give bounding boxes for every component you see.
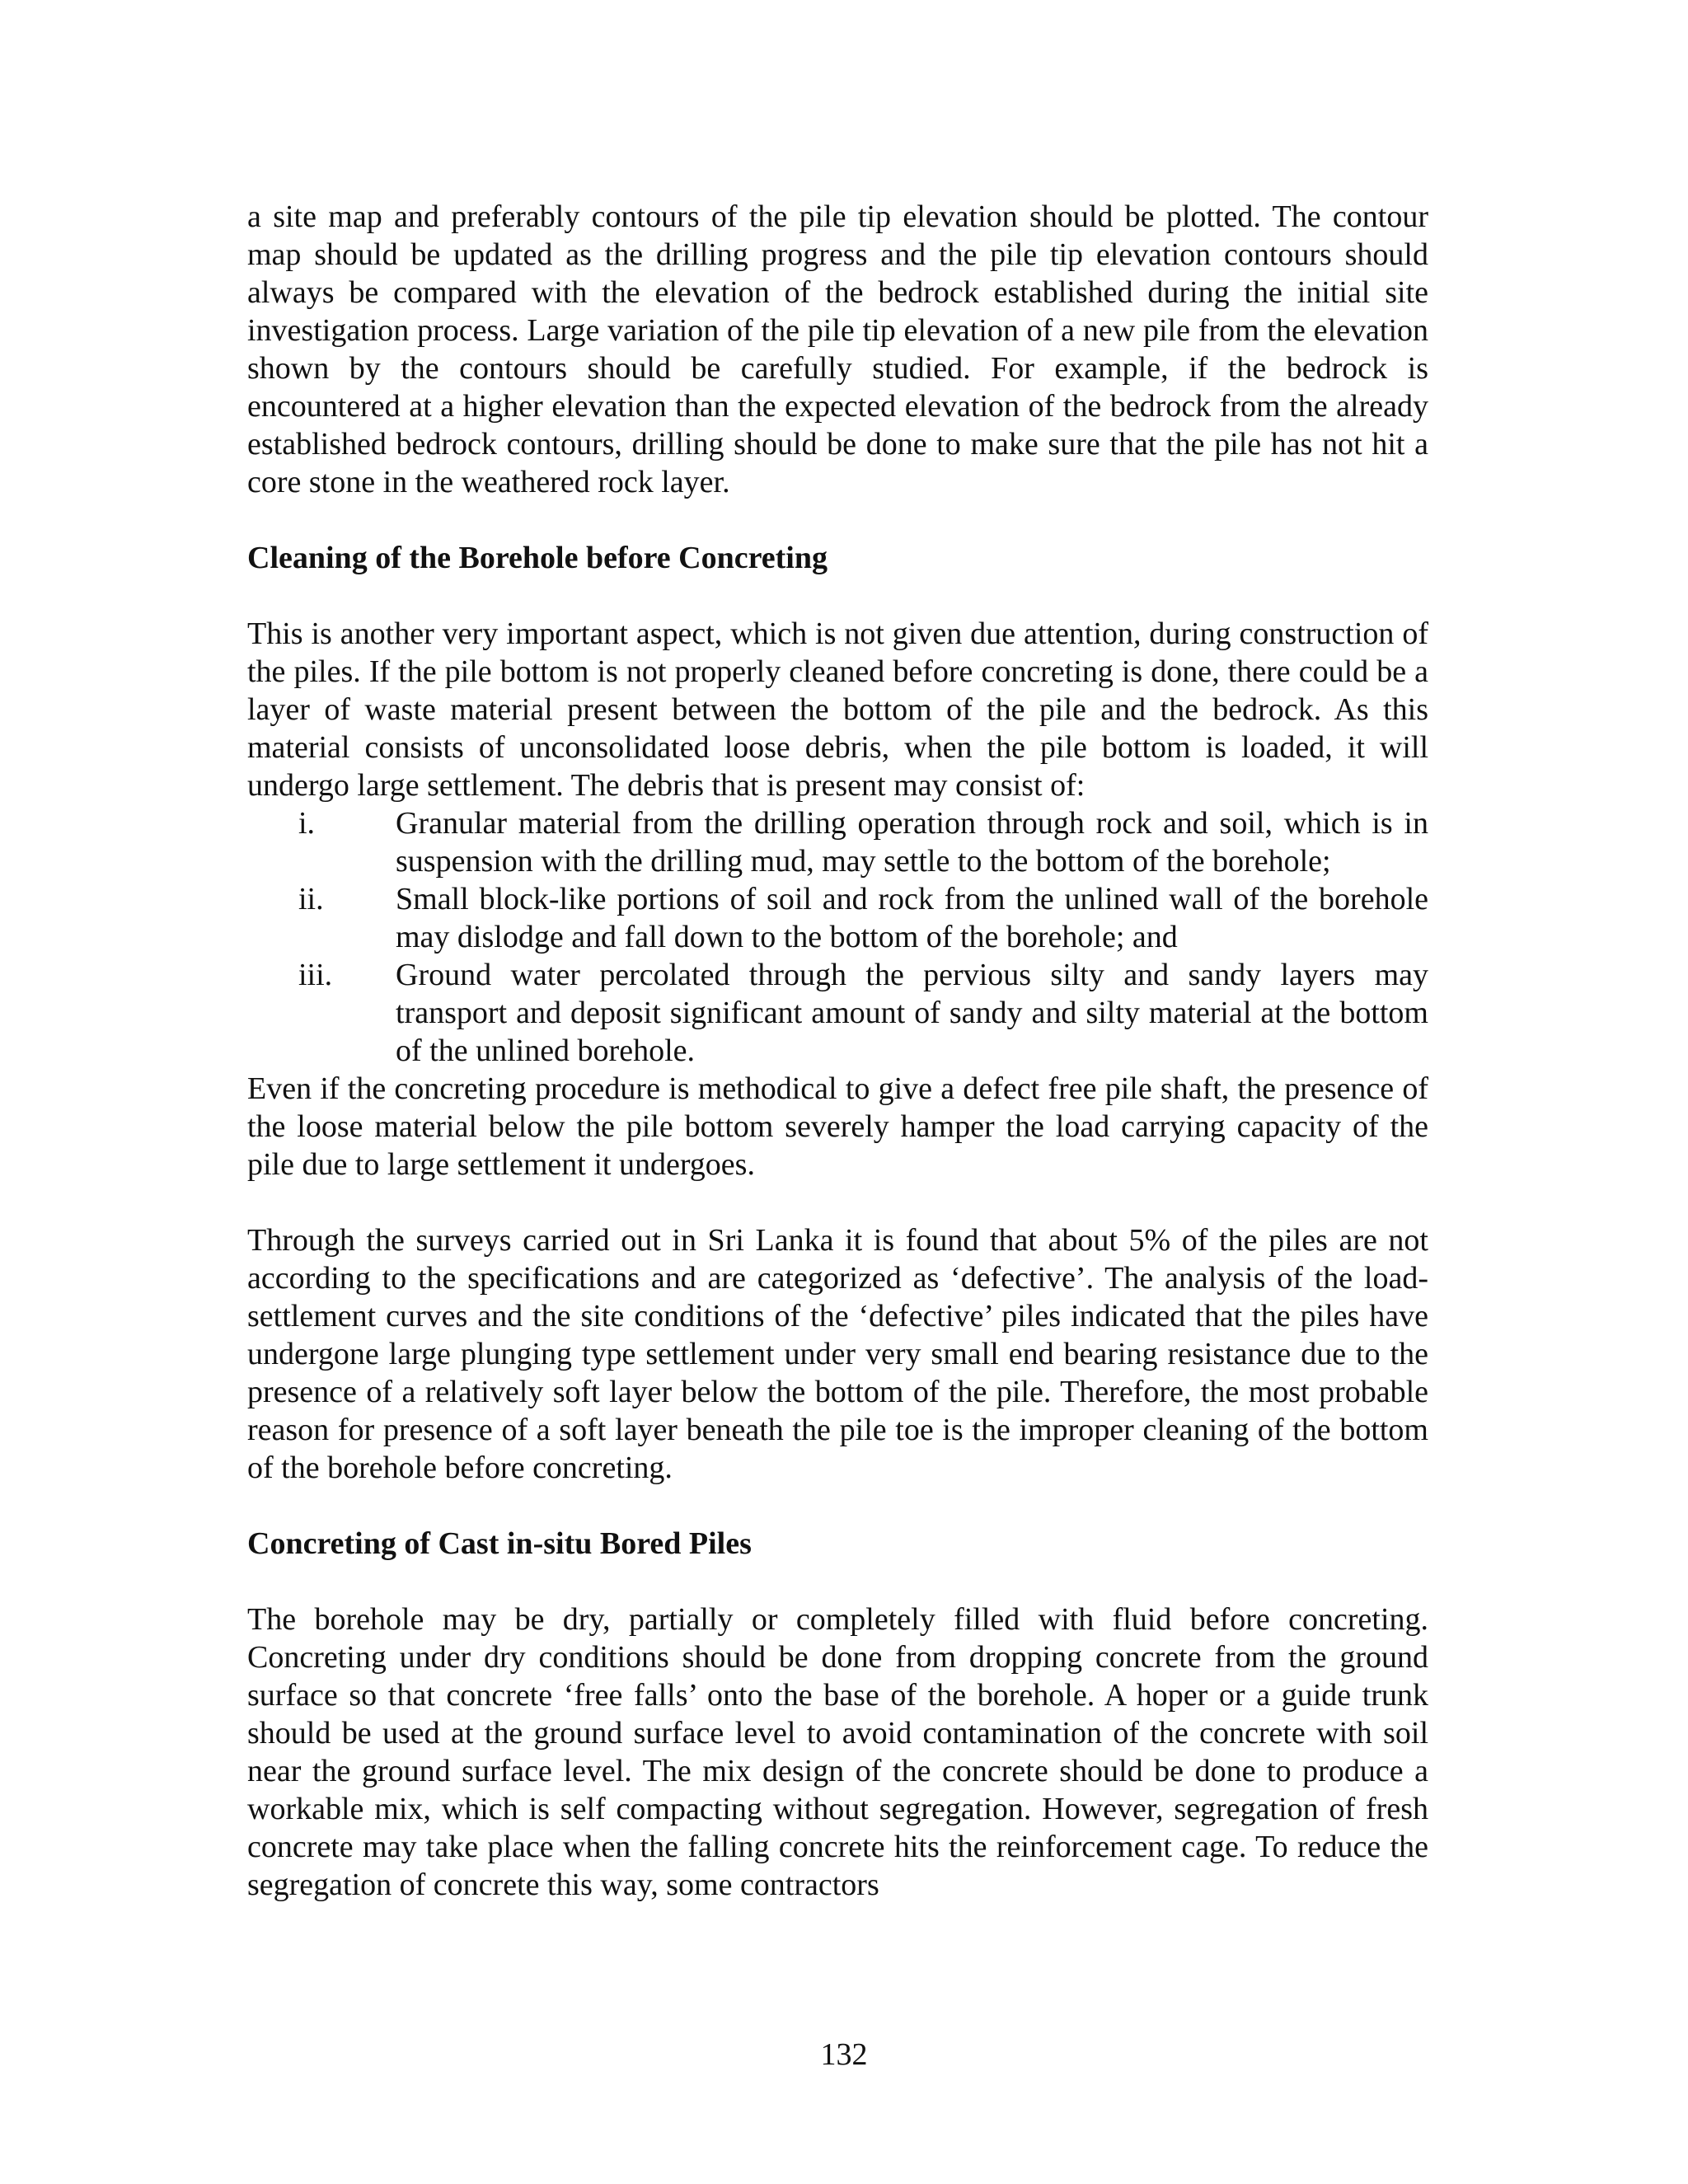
cleaning-paragraph-1: This is another very important aspect, which is not given due attention, during construction of the piles. If the pile bottom is not properly cleaned before concreting is done, there could be a layer of waste material present between the bottom of the pile and the bedrock. As this material consists of unconsolidated loose debris, when the pile bottom is loaded, it will undergo large settlement. The debris that is present may consist of: [247,616,1428,803]
list-item-number: iii. [298,958,333,992]
debris-list [247,804,1428,1070]
list-item-text: Granular material from the drilling operation through rock and soil, which is in suspension with the drilling mud, may settle to the bottom of the borehole; [396,806,1428,879]
section-heading-concreting: Concreting of Cast in-situ Bored Piles [247,1526,752,1561]
list-item-text: Small block-like portions of soil and rock from the unlined wall of the borehole may dislodge and fall down to the bottom of the borehole; and [396,882,1428,954]
page-number: 132 [820,2037,868,2072]
list-item [247,956,1428,1070]
list-item-number: i. [298,806,316,841]
list-item [247,880,1428,956]
section-heading-cleaning: Cleaning of the Borehole before Concreting [247,541,828,575]
cleaning-paragraph-2: Even if the concreting procedure is methodical to give a defect free pile shaft, the presence of the loose material below the pile bottom severely hamper the load carrying capacity of the pile due to large settlement it undergoes. [247,1071,1428,1182]
cleaning-paragraph-3: Through the surveys carried out in Sri Lanka it is found that about 5% of the piles are not according to the specifications and are categorized as ‘defective’. The analysis of the load-settlement curves and the site conditions of the ‘defective’ piles indicated that the piles have undergone large plunging type settlement under very small end bearing resistance due to the presence of a relatively soft layer below the bottom of the pile. Therefore, the most probable reason for presence of a soft layer beneath the pile toe is the improper cleaning of the bottom of the borehole before concreting. [247,1223,1428,1485]
list-item-number: ii. [298,882,324,916]
concreting-paragraph-1: The borehole may be dry, partially or completely filled with fluid before concreting. Concreting under dry conditions should be done from dropping concrete from the ground surface so that concrete ‘free falls’ onto the base of the borehole. A hoper or a guide trunk should be used at the ground surface level to avoid contamination of the concrete with soil near the ground surface level. The mix design of the concrete should be done to produce a workable mix, which is self compacting without segregation. However, segregation of fresh concrete may take place when the falling concrete hits the reinforcement cage. To reduce the segregation of concrete this way, some contractors [247,1602,1428,1902]
intro-paragraph: a site map and preferably contours of the pile tip elevation should be plotted. The contour map should be updated as the drilling progress and the pile tip elevation contours should always be compared with the elevation of the bedrock established during the initial site investigation process. Large variation of the pile tip elevation of a new pile from the elevation shown by the contours should be carefully studied. For example, if the bedrock is encountered at a higher elevation than the expected elevation of the bedrock from the already established bedrock contours, drilling should be done to make sure that the pile has not hit a core stone in the weathered rock layer. [247,199,1428,499]
list-item [247,804,1428,880]
page-content [247,198,1428,1904]
list-item-text: Ground water percolated through the pervious silty and sandy layers may transport and deposit significant amount of sandy and silty material at the bottom of the unlined borehole. [396,958,1428,1068]
